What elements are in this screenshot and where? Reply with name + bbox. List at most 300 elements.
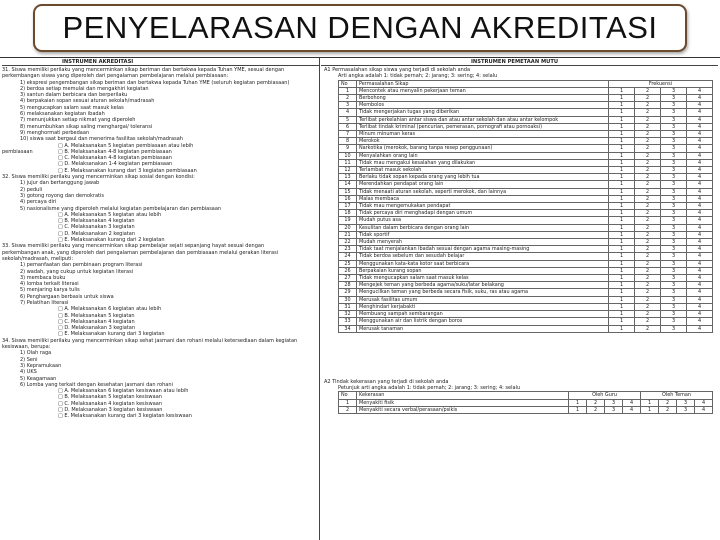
slide-title-box bbox=[33, 4, 687, 52]
row-number: 4 bbox=[339, 109, 357, 116]
scale-option[interactable]: 3 bbox=[661, 131, 687, 138]
row-number: 3 bbox=[339, 102, 357, 109]
scale-option[interactable]: 3 bbox=[661, 159, 687, 166]
scale-option[interactable]: 2 bbox=[635, 159, 661, 166]
scale-option[interactable]: 1 bbox=[609, 260, 635, 267]
accreditation-line: □ A. Melaksanakan 5 kegiatan atau lebih bbox=[58, 211, 162, 218]
scale-option[interactable]: 1 bbox=[609, 231, 635, 238]
scale-option[interactable]: 2 bbox=[635, 131, 661, 138]
table-row bbox=[339, 159, 713, 166]
scale-option[interactable]: 2 bbox=[635, 138, 661, 145]
scale-option[interactable]: 2 bbox=[635, 303, 661, 310]
scale-option[interactable]: 4 bbox=[687, 87, 713, 94]
scale-option[interactable]: 2 bbox=[635, 318, 661, 325]
scale-option[interactable]: 2 bbox=[635, 87, 661, 94]
accreditation-line: 7) Pelatihan literasi bbox=[20, 299, 69, 306]
scale-option[interactable]: 2 bbox=[635, 239, 661, 246]
scale-option[interactable]: 2 bbox=[635, 267, 661, 274]
row-number: 8 bbox=[339, 138, 357, 145]
scale-option[interactable]: 2 bbox=[635, 217, 661, 224]
table-row bbox=[339, 282, 713, 289]
guru-scale-option[interactable]: 2 bbox=[587, 399, 605, 406]
table-row bbox=[339, 239, 713, 246]
scale-option[interactable]: 4 bbox=[687, 318, 713, 325]
row-issue: Menghindari kerjabakti bbox=[357, 303, 609, 310]
scale-option[interactable]: 4 bbox=[687, 152, 713, 159]
a2-header-issue: Kekerasan bbox=[357, 392, 569, 399]
accreditation-line: 4) percaya diri bbox=[20, 199, 57, 206]
accreditation-line: 32. Siswa memiliki perilaku yang mencerminkan sikap sosial dengan kondisi: bbox=[2, 174, 195, 181]
scale-option[interactable]: 4 bbox=[687, 145, 713, 152]
a1-table bbox=[338, 80, 713, 333]
scale-option[interactable]: 1 bbox=[609, 167, 635, 174]
row-issue: Terlambat masuk sekolah bbox=[357, 167, 609, 174]
guru-scale-option[interactable]: 1 bbox=[569, 406, 587, 413]
scale-option[interactable]: 1 bbox=[609, 102, 635, 109]
scale-option[interactable]: 1 bbox=[609, 123, 635, 130]
row-issue: Menyalahkan orang lain bbox=[357, 152, 609, 159]
table-row bbox=[339, 210, 713, 217]
row-number: 25 bbox=[339, 260, 357, 267]
row-issue: Menggunakan kata-kata kotor saat berbicara bbox=[357, 260, 609, 267]
accreditation-line: perkembangan anak, yang diperoleh dari pengalaman pembelajaran dan pembiasaan melalui gerakan literasi bbox=[2, 249, 279, 256]
teman-scale-option[interactable]: 2 bbox=[659, 406, 677, 413]
accreditation-line: 33. Siswa memiliki perilaku yang mencerminkan sikap pembelajar sejati sepanjang hayat sesuai dengan bbox=[2, 243, 265, 250]
accreditation-line: □ C. Melaksanakan 4 kegiatan kesiswaan bbox=[58, 400, 163, 407]
row-issue: Berpakaian kurang sopan bbox=[357, 267, 609, 274]
row-number: 19 bbox=[339, 217, 357, 224]
scale-option[interactable]: 3 bbox=[661, 123, 687, 130]
row-issue: Menggunakan air dan listrik dengan boros bbox=[357, 318, 609, 325]
teman-scale-option[interactable]: 2 bbox=[659, 399, 677, 406]
row-issue: Tidak sportif bbox=[357, 231, 609, 238]
scale-option[interactable]: 2 bbox=[635, 109, 661, 116]
margin-note: pembiasaan bbox=[2, 148, 33, 155]
scale-option[interactable]: 4 bbox=[687, 311, 713, 318]
table-row bbox=[339, 311, 713, 318]
row-issue: Membolos bbox=[357, 102, 609, 109]
scale-option[interactable]: 1 bbox=[609, 246, 635, 253]
scale-option[interactable]: 2 bbox=[635, 152, 661, 159]
accreditation-line: 31. Siswa memiliki perilaku yang mencerminkan sikap beriman dan bertakwa kepada Tuhan YME, sesuai dengan bbox=[2, 67, 285, 73]
scale-option[interactable]: 2 bbox=[635, 260, 661, 267]
scale-option[interactable]: 3 bbox=[661, 116, 687, 123]
row-number: 28 bbox=[339, 282, 357, 289]
scale-option[interactable]: 2 bbox=[635, 311, 661, 318]
table-row bbox=[339, 123, 713, 130]
scale-option[interactable]: 3 bbox=[661, 318, 687, 325]
scale-option[interactable]: 4 bbox=[687, 102, 713, 109]
row-number: 18 bbox=[339, 210, 357, 217]
row-issue: Merusak fasilitas umum bbox=[357, 296, 609, 303]
scale-option[interactable]: 3 bbox=[661, 181, 687, 188]
accreditation-line: 3) membaca buku bbox=[20, 274, 66, 281]
scale-option[interactable]: 2 bbox=[635, 231, 661, 238]
table-row bbox=[339, 131, 713, 138]
scale-option[interactable]: 1 bbox=[609, 174, 635, 181]
scale-option[interactable]: 3 bbox=[661, 167, 687, 174]
table-row bbox=[339, 217, 713, 224]
scale-option[interactable]: 4 bbox=[687, 303, 713, 310]
row-number: 24 bbox=[339, 253, 357, 260]
scale-option[interactable]: 4 bbox=[687, 181, 713, 188]
table-row bbox=[339, 167, 713, 174]
accreditation-line: □ B. Melaksanakan 5 kegiatan kesiswaan bbox=[58, 394, 162, 401]
scale-option[interactable]: 3 bbox=[661, 239, 687, 246]
table-row bbox=[339, 102, 713, 109]
scale-option[interactable]: 4 bbox=[687, 224, 713, 231]
scale-option[interactable]: 3 bbox=[661, 275, 687, 282]
accreditation-line: 34. Siswa memiliki perilaku yang mencerminkan sikap sehat jasmani dan rohani melalui ketersediaan dalam kegiatan bbox=[2, 337, 298, 344]
scale-option[interactable]: 2 bbox=[635, 210, 661, 217]
scale-option[interactable]: 4 bbox=[687, 246, 713, 253]
scale-option[interactable]: 4 bbox=[687, 123, 713, 130]
row-number: 33 bbox=[339, 318, 357, 325]
accreditation-line: □ C. Melaksanakan 4 kegiatan bbox=[58, 318, 135, 325]
scale-option[interactable]: 2 bbox=[635, 116, 661, 123]
row-number: 34 bbox=[339, 325, 357, 332]
scale-option[interactable]: 3 bbox=[661, 260, 687, 267]
scale-option[interactable]: 2 bbox=[635, 95, 661, 102]
quality-mapping-header: INSTRUMEN PEMETAAN MUTU bbox=[321, 58, 718, 66]
row-number: 17 bbox=[339, 203, 357, 210]
row-issue: Merokok bbox=[357, 138, 609, 145]
scale-option[interactable]: 1 bbox=[609, 159, 635, 166]
scale-option[interactable]: 3 bbox=[661, 224, 687, 231]
scale-option[interactable]: 3 bbox=[661, 195, 687, 202]
scale-option[interactable]: 2 bbox=[635, 102, 661, 109]
scale-option[interactable]: 3 bbox=[661, 152, 687, 159]
accreditation-line: □ A. Melaksanakan 5 kegiatan pembiasaan atau lebih bbox=[58, 142, 194, 149]
scale-option[interactable]: 4 bbox=[687, 289, 713, 296]
table-row bbox=[339, 195, 713, 202]
scale-option[interactable]: 1 bbox=[609, 181, 635, 188]
accreditation-line: 1) Olah raga bbox=[20, 350, 52, 357]
scale-option[interactable]: 4 bbox=[687, 131, 713, 138]
scale-option[interactable]: 3 bbox=[661, 174, 687, 181]
a1-header-no: No bbox=[339, 80, 357, 87]
scale-option[interactable]: 1 bbox=[609, 325, 635, 332]
scale-option[interactable]: 1 bbox=[609, 138, 635, 145]
accreditation-line: perkembangan siswa yang diperoleh dari pengalaman pembelajaran melalui pembiasaan: bbox=[2, 73, 229, 80]
guru-scale-option[interactable]: 3 bbox=[605, 406, 623, 413]
scale-option[interactable]: 3 bbox=[661, 87, 687, 94]
scale-option[interactable]: 2 bbox=[635, 203, 661, 210]
accreditation-line: □ E. Melaksanakan kurang dari 3 kegiatan kesiswaan bbox=[58, 413, 192, 420]
row-number: 11 bbox=[339, 159, 357, 166]
row-number: 20 bbox=[339, 224, 357, 231]
scale-option[interactable]: 3 bbox=[661, 231, 687, 238]
accreditation-line: 7) menunjukkan setiap nikmat yang diperoleh bbox=[20, 117, 136, 124]
scale-option[interactable]: 1 bbox=[609, 152, 635, 159]
row-number: 21 bbox=[339, 231, 357, 238]
row-number: 10 bbox=[339, 152, 357, 159]
row-issue: Berlaku tidak sopan kepada orang yang lebih tua bbox=[357, 174, 609, 181]
accreditation-line: □ E. Melaksanakan kurang dari 3 kegiatan bbox=[58, 331, 165, 338]
row-issue: Narkotika (merokok, barang tanpa resep penggunaan) bbox=[357, 145, 609, 152]
scale-option[interactable]: 3 bbox=[661, 210, 687, 217]
table-row bbox=[339, 181, 713, 188]
table-row bbox=[339, 224, 713, 231]
table-row bbox=[339, 87, 713, 94]
scale-option[interactable]: 3 bbox=[661, 289, 687, 296]
row-issue: Kesulitan dalam berbicara dengan orang lain bbox=[357, 224, 609, 231]
accreditation-line: □ B. Melaksanakan 4 kegiatan bbox=[58, 218, 135, 225]
row-issue: Mengejek teman yang berbeda agama/suku/latar belakang bbox=[357, 282, 609, 289]
scale-option[interactable]: 4 bbox=[687, 231, 713, 238]
scale-option[interactable]: 1 bbox=[609, 109, 635, 116]
guru-scale-option[interactable]: 3 bbox=[605, 399, 623, 406]
table-row bbox=[339, 174, 713, 181]
row-number: 15 bbox=[339, 188, 357, 195]
row-issue: Menyakiti secara verbal/perasaan/psikis bbox=[357, 406, 569, 413]
guru-scale-option[interactable]: 4 bbox=[623, 406, 641, 413]
table-row bbox=[339, 246, 713, 253]
scale-option[interactable]: 2 bbox=[635, 167, 661, 174]
scale-option[interactable]: 1 bbox=[609, 224, 635, 231]
scale-option[interactable]: 3 bbox=[661, 311, 687, 318]
teman-scale-option[interactable]: 1 bbox=[641, 406, 659, 413]
scale-option[interactable]: 4 bbox=[687, 116, 713, 123]
scale-option[interactable]: 2 bbox=[635, 181, 661, 188]
row-issue: Mencontek atau menyalin pekerjaan teman bbox=[357, 87, 609, 94]
scale-option[interactable]: 2 bbox=[635, 145, 661, 152]
a2-table bbox=[338, 391, 713, 414]
scale-option[interactable]: 2 bbox=[635, 253, 661, 260]
accreditation-line: □ D. Melaksanakan 3 kegiatan kesiswaan bbox=[58, 407, 163, 414]
scale-option[interactable]: 4 bbox=[687, 138, 713, 145]
a2-title: A2 Tindak kekerasan yang terjadi di sekolah anda bbox=[324, 378, 449, 385]
row-number: 32 bbox=[339, 311, 357, 318]
row-number: 7 bbox=[339, 131, 357, 138]
scale-option[interactable]: 3 bbox=[661, 138, 687, 145]
accreditation-line: □ E. Melaksanakan kurang dari 2 kegiatan bbox=[58, 237, 165, 244]
scale-option[interactable]: 2 bbox=[635, 188, 661, 195]
scale-option[interactable]: 1 bbox=[609, 131, 635, 138]
a1-title: A1 Permasalahan sikap siswa yang terjadi di sekolah anda bbox=[324, 67, 471, 73]
a2-header-guru: Oleh Guru bbox=[569, 392, 641, 399]
row-issue: Menyakiti fisik bbox=[357, 399, 569, 406]
scale-option[interactable]: 4 bbox=[687, 282, 713, 289]
row-number: 23 bbox=[339, 246, 357, 253]
teman-scale-option[interactable]: 1 bbox=[641, 399, 659, 406]
quality-mapping-column bbox=[321, 58, 718, 540]
scale-option[interactable]: 4 bbox=[687, 210, 713, 217]
row-number: 30 bbox=[339, 296, 357, 303]
accreditation-line: 5) mengucapkan salam saat masuk kelas bbox=[20, 104, 124, 111]
row-issue: Merusak tanaman bbox=[357, 325, 609, 332]
accreditation-line: 3) santun dalam berbicara dan berperilaku bbox=[20, 92, 128, 99]
table-row bbox=[339, 325, 713, 332]
scale-option[interactable]: 1 bbox=[609, 318, 635, 325]
row-issue: Mudah menyerah bbox=[357, 239, 609, 246]
scale-option[interactable]: 3 bbox=[661, 282, 687, 289]
a2-header-no: No bbox=[339, 392, 357, 399]
scale-option[interactable]: 4 bbox=[687, 267, 713, 274]
accreditation-line: □ C. Melaksanakan 3 kegiatan bbox=[58, 224, 135, 231]
row-number: 27 bbox=[339, 275, 357, 282]
scale-option[interactable]: 4 bbox=[687, 109, 713, 116]
accreditation-line: □ B. Melaksanakan 5 kegiatan bbox=[58, 312, 135, 319]
row-number: 6 bbox=[339, 123, 357, 130]
row-issue: Tidak percaya diri menghadapi dengan umum bbox=[357, 210, 609, 217]
scale-option[interactable]: 4 bbox=[687, 203, 713, 210]
accreditation-line: 6) melaksanakan kegiatan ibadah bbox=[20, 111, 105, 118]
scale-option[interactable]: 1 bbox=[609, 95, 635, 102]
scale-option[interactable]: 2 bbox=[635, 289, 661, 296]
guru-scale-option[interactable]: 1 bbox=[569, 399, 587, 406]
scale-option[interactable]: 1 bbox=[609, 282, 635, 289]
scale-option[interactable]: 4 bbox=[687, 174, 713, 181]
row-number: 2 bbox=[339, 406, 357, 413]
scale-option[interactable]: 1 bbox=[609, 311, 635, 318]
scale-option[interactable]: 4 bbox=[687, 188, 713, 195]
scale-option[interactable]: 2 bbox=[635, 296, 661, 303]
row-issue: Merendahkan pendapat orang lain bbox=[357, 181, 609, 188]
scale-option[interactable]: 3 bbox=[661, 188, 687, 195]
scale-option[interactable]: 2 bbox=[635, 123, 661, 130]
scale-option[interactable]: 4 bbox=[687, 239, 713, 246]
accreditation-line: 2) Seni bbox=[20, 356, 38, 363]
accreditation-line: 5) menjaring karya tulis bbox=[20, 287, 80, 294]
table-row bbox=[339, 303, 713, 310]
scale-option[interactable]: 3 bbox=[661, 217, 687, 224]
table-row bbox=[339, 203, 713, 210]
scale-option[interactable]: 1 bbox=[609, 210, 635, 217]
guru-scale-option[interactable]: 4 bbox=[623, 399, 641, 406]
scale-option[interactable]: 4 bbox=[687, 275, 713, 282]
row-issue: Terlibat perkelahian antar siswa dan atau antar sekolah dan atau antar kelompok bbox=[357, 116, 609, 123]
scale-option[interactable]: 1 bbox=[609, 203, 635, 210]
scale-option[interactable]: 2 bbox=[635, 282, 661, 289]
accreditation-line: □ A. Melaksanakan 6 kegiatan atau lebih bbox=[58, 306, 162, 313]
scale-option[interactable]: 4 bbox=[687, 167, 713, 174]
row-number: 2 bbox=[339, 95, 357, 102]
row-number: 12 bbox=[339, 167, 357, 174]
accreditation-line: 8) menumbuhkan sikap saling menghargai/ toleransi bbox=[20, 123, 153, 130]
scale-option[interactable]: 3 bbox=[661, 95, 687, 102]
scale-option[interactable]: 3 bbox=[661, 325, 687, 332]
accreditation-line: kesiswaan, berupa: bbox=[2, 344, 51, 351]
scale-option[interactable]: 2 bbox=[635, 195, 661, 202]
accreditation-line: 5) nasionalisme yang diperoleh melalui kegiatan pembelajaran dan pembiasaan bbox=[20, 205, 222, 212]
scale-option[interactable]: 4 bbox=[687, 253, 713, 260]
scale-option[interactable]: 4 bbox=[687, 325, 713, 332]
row-issue: Mudah putus asa bbox=[357, 217, 609, 224]
scale-option[interactable]: 1 bbox=[609, 275, 635, 282]
row-issue: Tidak menaati aturan sekolah, seperti merokok, dan lainnya bbox=[357, 188, 609, 195]
scale-option[interactable]: 1 bbox=[609, 267, 635, 274]
a2-instruction: Petunjuk arti angka adalah 1: tidak pernah; 2: jarang; 3: sering; 4: selalu bbox=[338, 385, 521, 391]
teman-scale-option[interactable]: 3 bbox=[677, 399, 695, 406]
accreditation-lines bbox=[2, 66, 319, 420]
scale-option[interactable]: 2 bbox=[635, 246, 661, 253]
accreditation-line: 4) berpakaian sopan sesuai aturan sekolah/madrasah bbox=[20, 98, 155, 105]
scale-option[interactable]: 4 bbox=[687, 260, 713, 267]
row-issue: Terlibat tindak kriminal (pencurian, pemerasan, pornografi atau pornoaksi) bbox=[357, 123, 609, 130]
accreditation-line: 4) UKS bbox=[20, 369, 37, 376]
row-issue: Mengucilkan teman yang berbeda secara fisik, suku, ras atau agama bbox=[357, 289, 609, 296]
scale-option[interactable]: 3 bbox=[661, 109, 687, 116]
row-issue: Berbohong bbox=[357, 95, 609, 102]
scale-option[interactable]: 1 bbox=[609, 289, 635, 296]
scale-option[interactable]: 2 bbox=[635, 325, 661, 332]
scale-option[interactable]: 4 bbox=[687, 296, 713, 303]
scale-option[interactable]: 1 bbox=[609, 253, 635, 260]
table-row bbox=[339, 188, 713, 195]
teman-scale-option[interactable]: 4 bbox=[695, 399, 713, 406]
row-number: 5 bbox=[339, 116, 357, 123]
accreditation-line: □ E. Melaksanakan kurang dari 3 kegiatan pembiasaan bbox=[58, 167, 197, 174]
scale-option[interactable]: 3 bbox=[661, 102, 687, 109]
accreditation-line: 3) Kepramukaan bbox=[20, 362, 62, 369]
scale-option[interactable]: 3 bbox=[661, 253, 687, 260]
scale-option[interactable]: 1 bbox=[609, 116, 635, 123]
accreditation-line: □ C. Melaksanakan 4-8 kegiatan pembiasaan bbox=[58, 155, 172, 162]
table-row bbox=[339, 95, 713, 102]
accreditation-line: 2) wadah, yang cukup untuk kegiatan literasi bbox=[20, 268, 134, 275]
teman-scale-option[interactable]: 3 bbox=[677, 406, 695, 413]
row-number: 1 bbox=[339, 87, 357, 94]
row-issue: Tidak mau mengakui kesalahan yang dilakukan bbox=[357, 159, 609, 166]
a1-instruction: Arti angka adalah 1: tidak pernah; 2: jarang; 3: sering; 4: selalu bbox=[338, 73, 498, 80]
table-row bbox=[339, 109, 713, 116]
table-row bbox=[339, 275, 713, 282]
scale-option[interactable]: 4 bbox=[687, 217, 713, 224]
scale-option[interactable]: 1 bbox=[609, 87, 635, 94]
accreditation-line: 6) Lomba yang terkait dengan kesehatan jasmani dan rohani bbox=[20, 381, 173, 388]
row-issue: Membuang sampah sembarangan bbox=[357, 311, 609, 318]
scale-option[interactable]: 3 bbox=[661, 145, 687, 152]
scale-option[interactable]: 4 bbox=[687, 159, 713, 166]
scale-option[interactable]: 2 bbox=[635, 174, 661, 181]
accreditation-line: sekolah/madrasah, meliputi: bbox=[2, 255, 74, 262]
row-issue: Malas membaca bbox=[357, 195, 609, 202]
scale-option[interactable]: 3 bbox=[661, 246, 687, 253]
accreditation-line: 3) gotong royong dan demokratis bbox=[20, 192, 105, 199]
row-number: 1 bbox=[339, 399, 357, 406]
teman-scale-option[interactable]: 4 bbox=[695, 406, 713, 413]
scale-option[interactable]: 1 bbox=[609, 296, 635, 303]
scale-option[interactable]: 1 bbox=[609, 188, 635, 195]
slide-title: PENYELARASAN DENGAN AKREDITASI bbox=[62, 10, 658, 45]
guru-scale-option[interactable]: 2 bbox=[587, 406, 605, 413]
scale-option[interactable]: 1 bbox=[609, 239, 635, 246]
scale-option[interactable]: 1 bbox=[609, 195, 635, 202]
accreditation-line: □ D. Melaksanakan 1-4 kegiatan pembiasaan bbox=[58, 161, 173, 168]
accreditation-header: INSTRUMEN AKREDITASI bbox=[2, 58, 319, 66]
table-row bbox=[339, 152, 713, 159]
scale-option[interactable]: 1 bbox=[609, 303, 635, 310]
table-row bbox=[339, 318, 713, 325]
scale-option[interactable]: 1 bbox=[609, 217, 635, 224]
scale-option[interactable]: 3 bbox=[661, 303, 687, 310]
scale-option[interactable]: 4 bbox=[687, 95, 713, 102]
accreditation-line: 2) peduli bbox=[20, 186, 43, 193]
scale-option[interactable]: 3 bbox=[661, 296, 687, 303]
scale-option[interactable]: 3 bbox=[661, 267, 687, 274]
scale-option[interactable]: 1 bbox=[609, 145, 635, 152]
scale-option[interactable]: 2 bbox=[635, 275, 661, 282]
accreditation-line: □ B. Melaksanakan 4-8 kegiatan pembiasaan pembiasaan bbox=[2, 148, 172, 155]
row-number: 16 bbox=[339, 195, 357, 202]
scale-option[interactable]: 3 bbox=[661, 203, 687, 210]
row-number: 31 bbox=[339, 303, 357, 310]
scale-option[interactable]: 2 bbox=[635, 224, 661, 231]
accreditation-line: 6) Penghargaan berbasis untuk siswa bbox=[20, 293, 114, 300]
scale-option[interactable]: 4 bbox=[687, 195, 713, 202]
a2-header-teman: Oleh Teman bbox=[641, 392, 713, 399]
